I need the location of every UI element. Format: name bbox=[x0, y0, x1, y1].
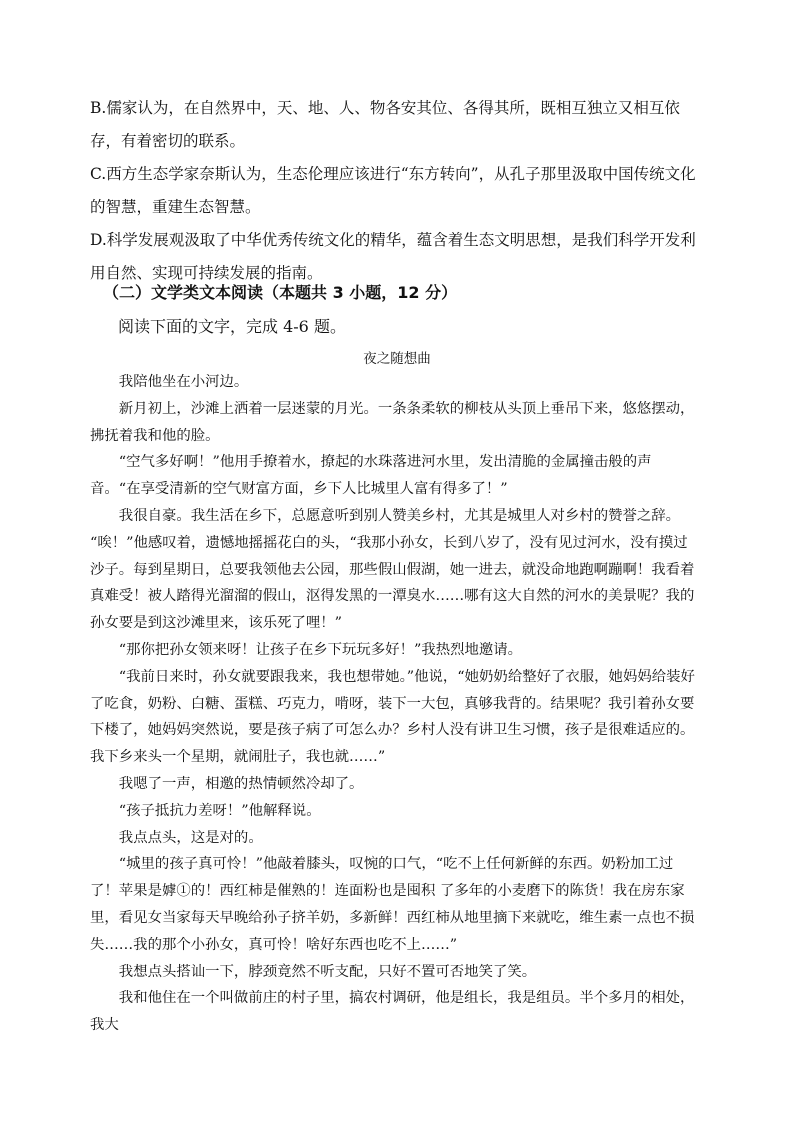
story-paragraph: 我和他住在一个叫做前庄的村子里，搞农村调研，他是组长，我是组员。半个多月的相处，我大 bbox=[90, 990, 695, 1034]
answer-options bbox=[90, 92, 702, 290]
option-c: C.西方生态学家奈斯认为，生态伦理应该进行“东方转向”，从孔子那里汲取中国传统文化的智慧，重建生态智慧。 bbox=[90, 165, 696, 216]
story-title: 夜之随想曲 bbox=[363, 351, 431, 367]
option-d: D.科学发展观汲取了中华优秀传统文化的精华，蕴含着生态文明思想，是我们科学开发利用自然、实现可持续发展的指南。 bbox=[90, 231, 696, 282]
story-paragraph: 新月初上，沙滩上洒着一层迷蒙的月光。一条条柔软的柳枝从头顶上垂吊下来，悠悠摆动，拂抚着我和他的脸。 bbox=[90, 400, 695, 444]
option-b: B.儒家认为，在自然界中，天、地、人、物各安其位、各得其所，既相互独立又相互依存，有着密切的联系。 bbox=[90, 99, 680, 150]
story-paragraph: “城里的孩子真可怜！”他敲着膝头，叹惋的口气，“吃不上任何新鲜的东西。奶粉加工过了！苹果是嫭①的！西红柿是催熟的！连面粉也是囤积 了多年的小麦磨下的陈货！我在房东家里，看见女当家每天早晚给孙子挤羊奶，多新鲜！西红柿从地里摘下来就吃，维生素一点也不损失……我的那个小孙女，真可怜！啥好东西也吃不上……” bbox=[90, 856, 695, 953]
story-body bbox=[90, 369, 702, 1039]
story-paragraph: “唉！”他感叹着，遗憾地摇摇花白的头，“我那小孙女，长到八岁了，没有见过河水，没有摸过沙子。每到星期日，总要我领他去公园，那些假山假湖，她一进去，就没命地跑啊蹦啊！我看着真难受！被人踏得光溜溜的假山，沤得发黑的一潭臭水……哪有这大自然的河水的美景呢？我的孙女要是到这沙滩里来，该乐死了哩！” bbox=[90, 534, 695, 632]
story-paragraph: 我嗯了一声，相邀的热情顿然冷却了。 bbox=[118, 775, 364, 792]
story-paragraph: “我前日来时，孙女就要跟我来，我也想带她。”他说，“她奶奶给整好了衣服，她妈妈给装好了吃食，奶粉、白糖、蛋糕、巧克力，啃呀，装下一大包，真够我背的。结果呢？我引着孙女要下楼了，她妈妈突然说，要是孩子病了可怎么办？乡村人没有讲卫生习惯，孩子是很难适应的。我下乡来头一个星期，就闹肚子，我也就……” bbox=[90, 668, 695, 766]
story-paragraph: 我很自豪。我生活在乡下，总愿意听到别人赞美乡村，尤其是城里人对乡村的赞誉之辞。 bbox=[118, 507, 681, 524]
story-paragraph: “孩子抵抗力差呀！”他解释说。 bbox=[118, 802, 321, 819]
story-paragraph: 我点点头，这是对的。 bbox=[118, 829, 263, 846]
story-paragraph: 我想点头搭讪一下，脖颈竟然不听支配，只好不置可否地笑了笑。 bbox=[118, 963, 537, 980]
story-paragraph: “空气多好啊！”他用手撩着水，撩起的水珠落进河水里，发出清脆的金属撞击般的声音。“在享受清新的空气财富方面，乡下人比城里人富有得多了！” bbox=[90, 454, 652, 498]
story-paragraph: 我陪他坐在小河边。 bbox=[118, 374, 249, 390]
section-heading: （二）文学类文本阅读（本题共 3 小题，12 分） bbox=[103, 283, 458, 302]
story-paragraph: “那你把孙女领来呀！让孩子在乡下玩玩多好！”我热烈地邀请。 bbox=[118, 641, 523, 658]
reading-instruction: 阅读下面的文字，完成 4-6 题。 bbox=[118, 317, 346, 336]
